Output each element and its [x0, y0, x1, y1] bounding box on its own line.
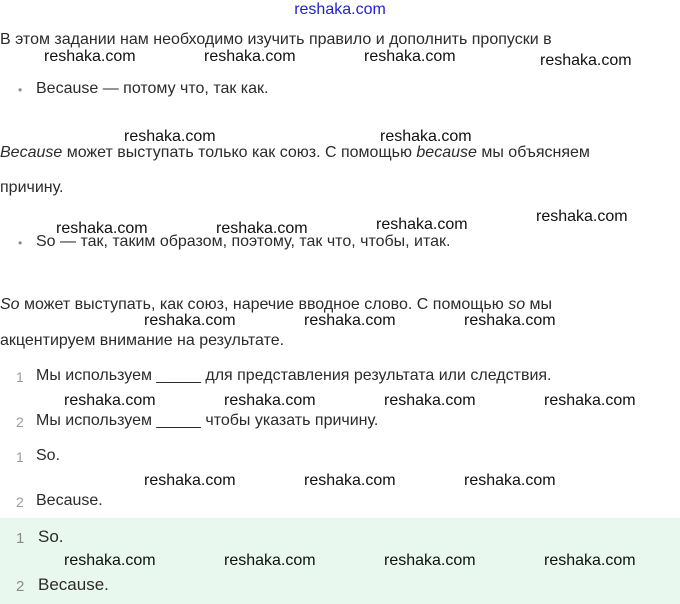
- watermark: reshaka.com: [464, 312, 556, 329]
- watermark: reshaka.com: [384, 392, 476, 409]
- question-text: Мы используем _____ чтобы указать причину.: [36, 412, 379, 429]
- paragraph-text: мы объясняем: [476, 144, 590, 161]
- watermark: reshaka.com: [64, 552, 156, 569]
- paragraph-text: может выступать только как союз. С помощью: [62, 144, 417, 161]
- bullet-because: Because — потому что, так как.: [36, 80, 269, 97]
- answer-key-number: 2: [16, 578, 25, 595]
- watermark: reshaka.com: [544, 392, 636, 409]
- watermark: reshaka.com: [364, 48, 456, 65]
- watermark: reshaka.com: [64, 392, 156, 409]
- watermark: reshaka.com: [536, 208, 628, 225]
- watermark: reshaka.com: [124, 128, 216, 145]
- bullet-dot: •: [18, 83, 23, 97]
- answer-text: So.: [36, 447, 61, 464]
- question-text: Мы используем _____ для представления результата или следствия.: [36, 367, 552, 384]
- watermark: reshaka.com: [144, 472, 236, 489]
- because-paragraph: [0, 144, 590, 162]
- term-because-lower: because: [416, 144, 477, 161]
- watermark: reshaka.com: [544, 552, 636, 569]
- bullet-dot: •: [18, 236, 23, 250]
- watermark: reshaka.com: [540, 52, 632, 69]
- watermark: reshaka.com: [44, 48, 136, 65]
- question-number: 2: [16, 414, 24, 430]
- term-because: Because: [0, 144, 63, 161]
- answer-number: 2: [16, 494, 24, 510]
- site-label: reshaka.com: [294, 1, 386, 18]
- watermark: reshaka.com: [56, 220, 148, 237]
- bullet-so: So — так, таким образом, поэтому, так что, чтобы, итак.: [36, 233, 451, 250]
- because-paragraph-line2: причину.: [0, 179, 64, 196]
- paragraph-text: может выступать, как союз, наречие вводное слово. С помощью: [19, 296, 509, 313]
- watermark: reshaka.com: [304, 472, 396, 489]
- intro-text: В этом задании нам необходимо изучить правило и дополнить пропуски в: [0, 31, 552, 48]
- watermark: reshaka.com: [380, 128, 472, 145]
- watermark: reshaka.com: [204, 48, 296, 65]
- watermark: reshaka.com: [464, 472, 556, 489]
- watermark: reshaka.com: [304, 312, 396, 329]
- answer-key-text: Because.: [38, 575, 109, 594]
- watermark: reshaka.com: [144, 312, 236, 329]
- so-paragraph-line2: акцентируем внимание на результате.: [0, 332, 285, 349]
- answer-number: 1: [16, 449, 24, 465]
- term-so-lower: so: [508, 296, 526, 313]
- watermark: reshaka.com: [384, 552, 476, 569]
- answer-text: Because.: [36, 492, 103, 509]
- question-number: 1: [16, 369, 24, 385]
- paragraph-text: мы: [525, 296, 553, 313]
- watermark: reshaka.com: [224, 552, 316, 569]
- watermark: reshaka.com: [216, 220, 308, 237]
- answer-key-number: 1: [16, 530, 25, 547]
- term-so: So: [0, 296, 20, 313]
- watermark: reshaka.com: [376, 216, 468, 233]
- watermark: reshaka.com: [224, 392, 316, 409]
- answer-key-text: So.: [38, 527, 64, 546]
